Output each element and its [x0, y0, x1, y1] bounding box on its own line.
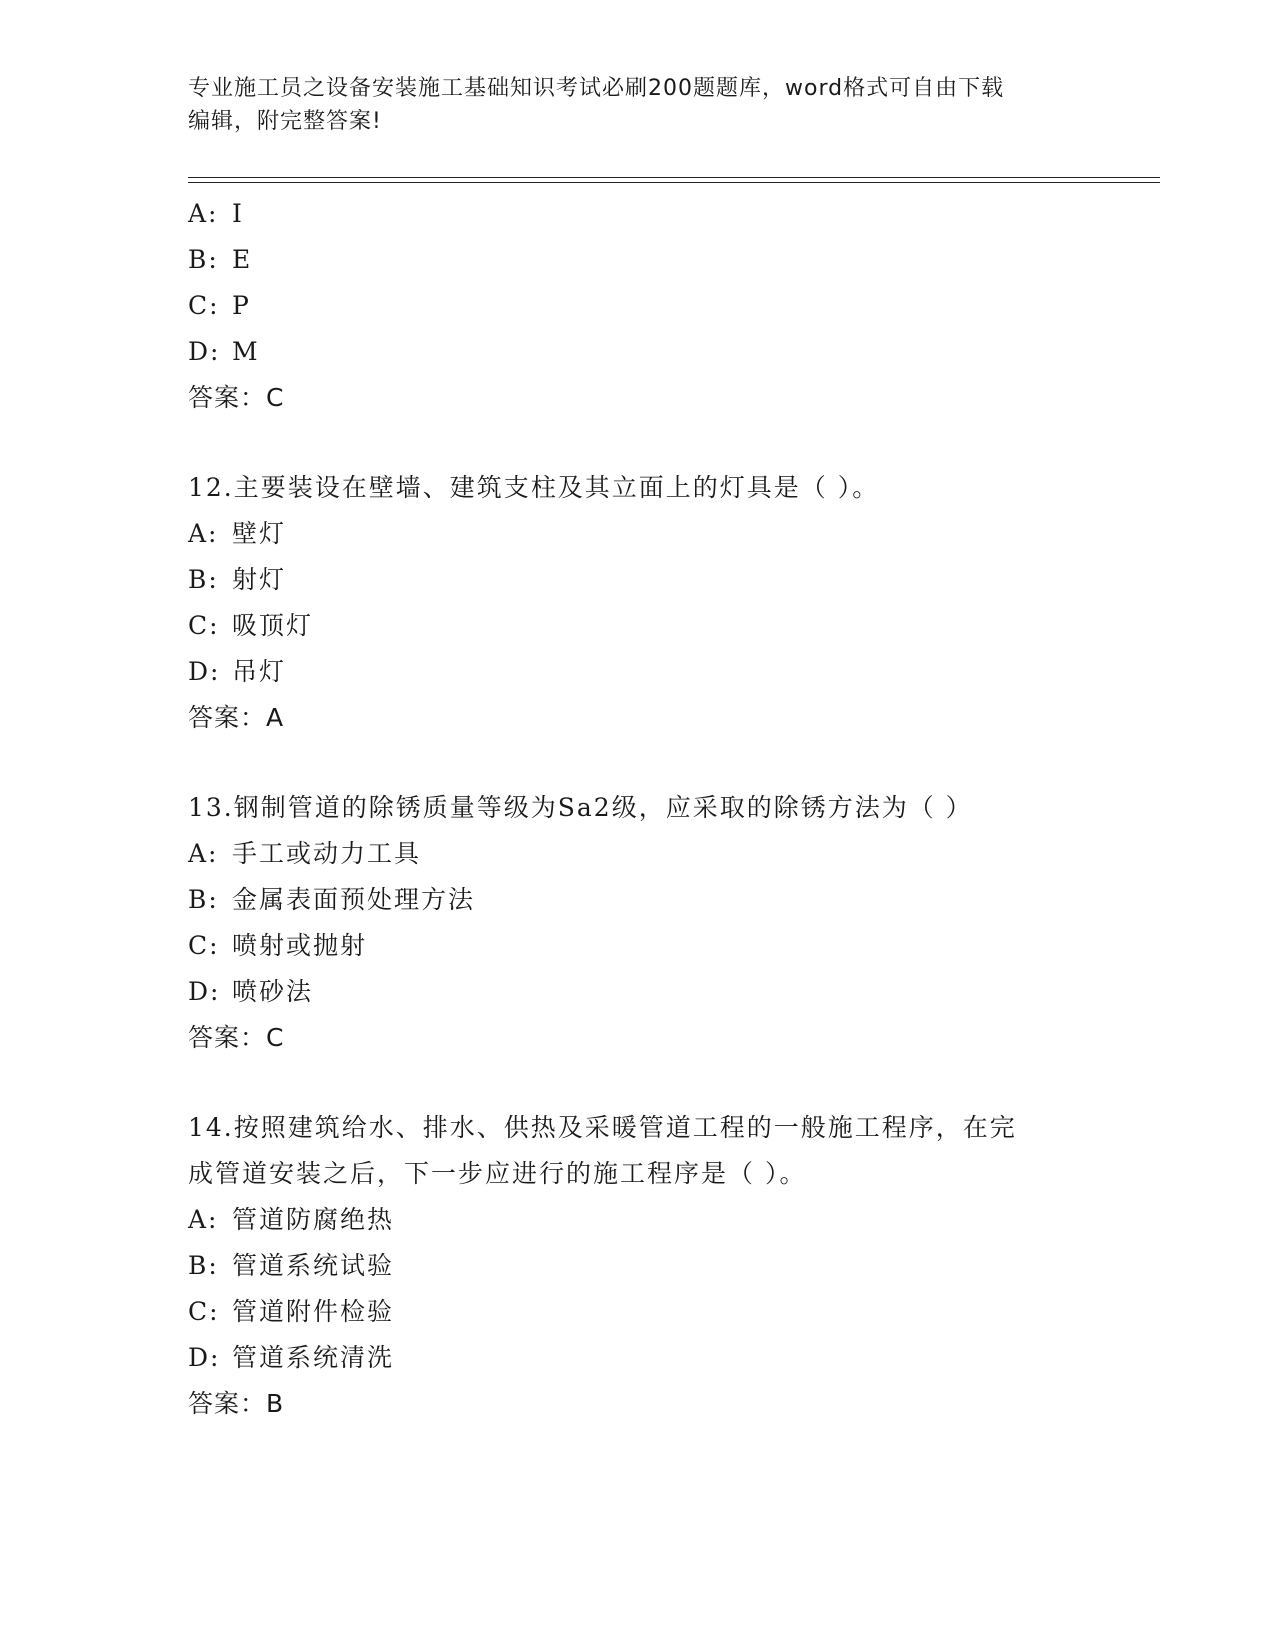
- question-14: [188, 1105, 1088, 1427]
- option-c: C: 吸顶灯: [188, 611, 314, 640]
- option-a: A: 管道防腐绝热: [188, 1205, 395, 1234]
- header-line-1: 专业施工员之设备安装施工基础知识考试必刷200题题库，word格式可自由下载: [188, 76, 1005, 101]
- option-c: C: 管道附件检验: [188, 1297, 395, 1326]
- question-list: [188, 191, 1088, 1427]
- option-d: D: 吊灯: [188, 657, 287, 686]
- header-line-2: 编辑，附完整答案!: [188, 109, 382, 134]
- question-12: [188, 465, 1088, 741]
- option-b: B: 金属表面预处理方法: [188, 885, 476, 914]
- option-b: B: 管道系统试验: [188, 1251, 395, 1280]
- option-d: D: 喷砂法: [188, 977, 314, 1006]
- question-text: 12.主要装设在壁墙、建筑支柱及其立面上的灯具是（ ）。: [188, 473, 880, 502]
- header-divider-top: [188, 177, 1160, 178]
- option-a: A: I: [188, 199, 244, 228]
- answer: 答案：A: [188, 703, 285, 732]
- option-a: A: 手工或动力工具: [188, 839, 422, 868]
- question-text: 13.钢制管道的除锈质量等级为Sa2级，应采取的除锈方法为（ ）: [188, 793, 973, 822]
- option-a: A: 壁灯: [188, 519, 287, 548]
- question-text-line-1: 14.按照建筑给水、排水、供热及采暖管道工程的一般施工程序，在完: [188, 1113, 1017, 1142]
- answer: 答案：C: [188, 383, 285, 412]
- option-d: D: 管道系统清洗: [188, 1343, 395, 1372]
- option-d: D: M: [188, 337, 260, 366]
- answer: 答案：B: [188, 1389, 285, 1418]
- option-b: B: E: [188, 245, 253, 274]
- option-c: C: P: [188, 291, 251, 320]
- header-divider-bottom: [188, 182, 1160, 183]
- answer: 答案：C: [188, 1023, 285, 1052]
- option-c: C: 喷射或抛射: [188, 931, 368, 960]
- question-text-line-2: 成管道安装之后，下一步应进行的施工程序是（ ）。: [188, 1159, 807, 1188]
- document-header: [188, 72, 1068, 138]
- question-11: [188, 191, 1088, 421]
- question-13: [188, 785, 1088, 1061]
- option-b: B: 射灯: [188, 565, 287, 594]
